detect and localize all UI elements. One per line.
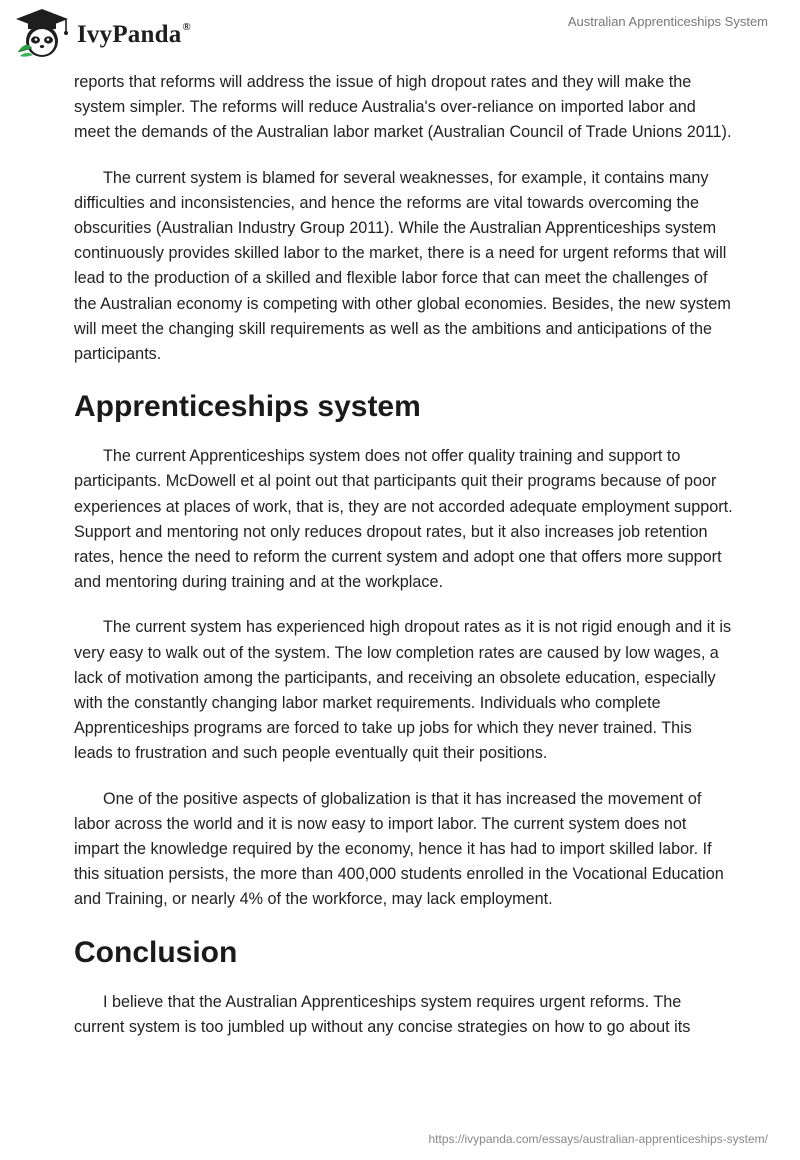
page-header <box>0 0 800 70</box>
brand-name: IvyPanda® <box>77 20 191 48</box>
paragraph: The current system has experienced high dropout rates as it is not rigid enough and it is very easy to walk out of the system. The low completion rates are caused by low wages, a lack of motivation among the participants, and receiving an obsolete education, especially with the constantly changing labor market requirements. Individuals who complete Apprenticeships programs are forced to take up jobs for which they never trained. This leads to frustration and such people eventually quit their positions. <box>74 618 732 763</box>
ivypanda-logo[interactable] <box>12 8 191 60</box>
paragraph: reports that reforms will address the issue of high dropout rates and they will make the system simpler. The reforms will reduce Australia's over-reliance on imported labor and meet the demands of the Australian labor market (Australian Council of Trade Unions 2011). <box>74 73 732 142</box>
footer-url[interactable]: https://ivypanda.com/essays/australian-apprenticeships-system/ <box>428 1132 768 1146</box>
registered-mark: ® <box>182 20 191 33</box>
section-heading: Conclusion <box>74 935 238 969</box>
paragraph: One of the positive aspects of globalization is that it has increased the movement of labor across the world and it is now easy to import labor. The current system does not impart the knowledge required by the economy, hence it has had to import skilled labor. If this situation persists, the more than 400,000 students enrolled in the Vocational Education and Training, or nearly 4% of the workforce, may lack employment. <box>74 789 724 909</box>
paragraph: The current Apprenticeships system does not offer quality training and support to participants. McDowell et al point out that participants quit their programs because of poor experiences at places of work, that is, they are not accorded adequate employment support. Support and mentoring not only reduces dropout rates, but it also increases job retention rates, hence the need to reform the current system and adopt one that offers more support and mentoring during training and at the workplace. <box>74 447 733 592</box>
panda-logo-icon <box>12 8 72 60</box>
paragraph: The current system is blamed for several weaknesses, for example, it contains many difficulties and inconsistencies, and hence the reforms are vital towards overcoming the obscurities (Australian Industry Group 2011). While the Australian Apprenticeships system continuously provides skilled labor to the market, there is a need for urgent reforms that will lead to the production of a skilled and flexible labor force that can meet the challenges of the Australian economy is competing with other global economies. Besides, the new system will meet the changing skill requirements as well as the ambitions and anticipations of the participants. <box>74 168 731 364</box>
essay-content <box>74 70 734 1040</box>
section-heading: Apprenticeships system <box>74 390 421 424</box>
document-title: Australian Apprenticeships System <box>567 14 768 29</box>
paragraph: I believe that the Australian Apprenticeships system requires urgent reforms. The current system is too jumbled up without any concise strategies on how to go about its <box>74 992 691 1036</box>
